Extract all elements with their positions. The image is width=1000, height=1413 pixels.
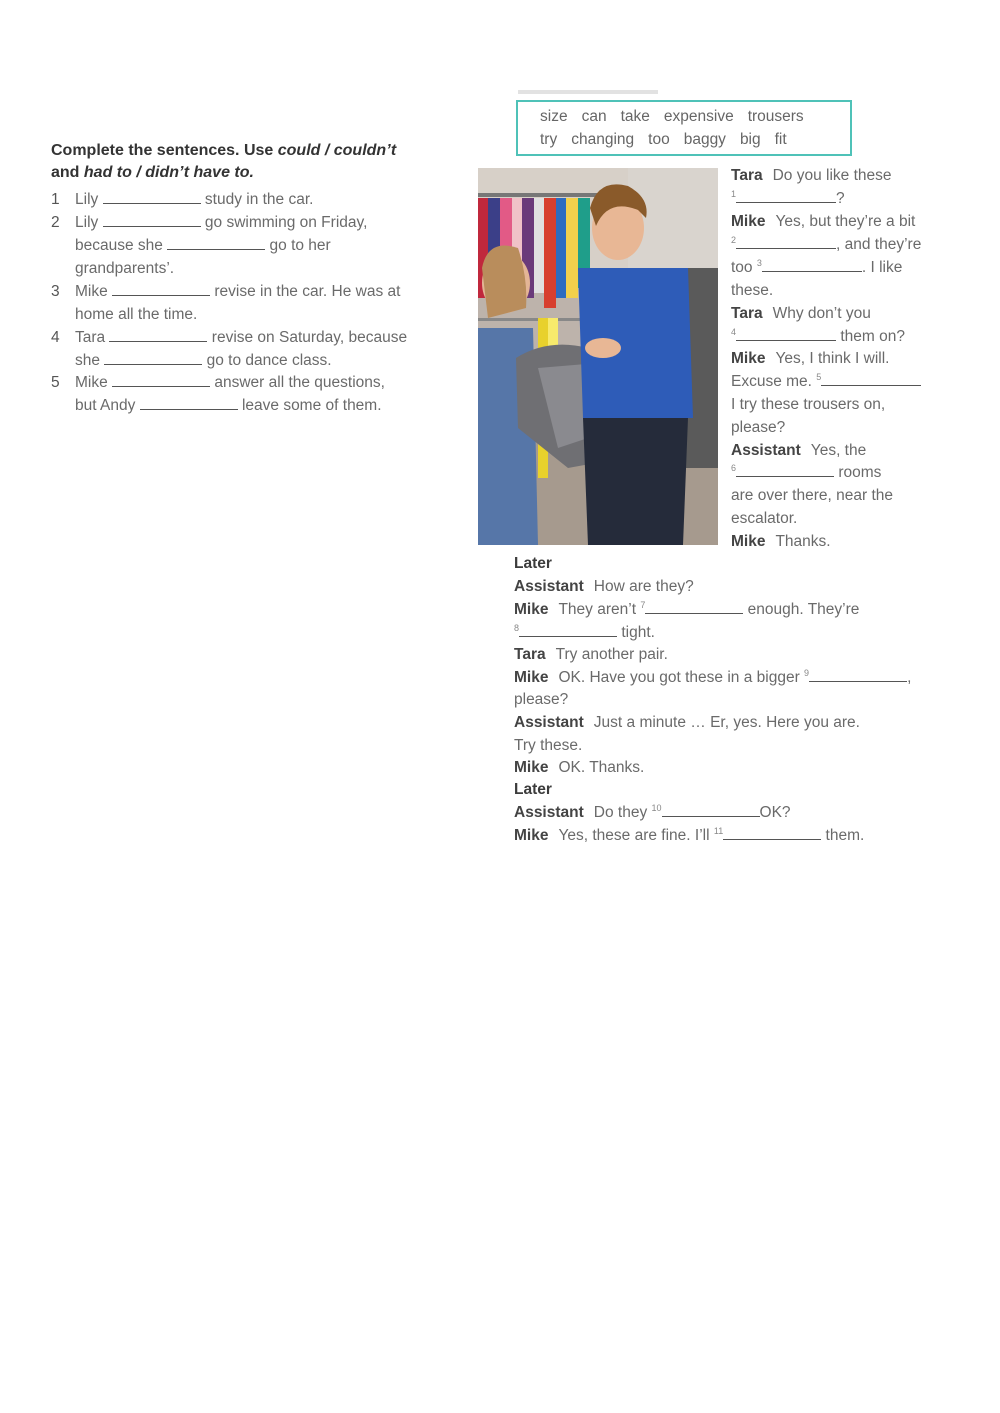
- dialogue-text: Why don’t you: [772, 305, 871, 322]
- dialogue-text: Yes, the: [810, 442, 867, 459]
- dialogue-line-4d: [731, 417, 785, 439]
- item-number: 2: [51, 214, 60, 231]
- speaker-label: Mike: [731, 350, 766, 367]
- dialogue-text: too: [731, 259, 753, 276]
- word-chip: take: [620, 108, 650, 125]
- dialogue-text: Do they: [593, 804, 648, 821]
- answer-blank-5b[interactable]: [140, 395, 238, 410]
- item-number: 1: [51, 191, 60, 208]
- answer-blank-2a[interactable]: [103, 212, 201, 227]
- dialogue-line-5c: [731, 485, 893, 507]
- item-text: revise in the car. He was at: [214, 283, 401, 300]
- dialogue-line-9: [514, 644, 668, 666]
- item-text: answer all the questions,: [214, 374, 385, 391]
- gap-blank-7[interactable]: [645, 599, 743, 614]
- gap-blank-6[interactable]: [736, 462, 834, 477]
- gap-number: 1: [731, 188, 737, 199]
- dialogue-text: They aren’t: [558, 601, 637, 618]
- gap-number: 8: [514, 622, 520, 633]
- dialogue-text: are over there, near the: [731, 487, 893, 504]
- dialogue-text: . I like: [861, 259, 903, 276]
- item-text: revise on Saturday, because: [211, 329, 408, 346]
- gap-blank-3[interactable]: [762, 257, 862, 272]
- exercise-item-2-line2: [75, 235, 331, 257]
- dialogue-line-14: [514, 825, 864, 847]
- item-text: but Andy: [75, 397, 136, 414]
- dialogue-line-8: [514, 599, 859, 621]
- item-text: leave some of them.: [241, 397, 382, 414]
- speaker-label: Tara: [514, 646, 546, 663]
- item-number: 4: [51, 329, 60, 346]
- dialogue-line-2c: [731, 257, 902, 279]
- dialogue-line-10b: [514, 689, 568, 711]
- dialogue-text: enough. They’re: [747, 601, 860, 618]
- dialogue-line-6: [731, 531, 831, 553]
- speaker-label: Mike: [731, 213, 766, 230]
- dialogue-line-11: [514, 712, 860, 734]
- dialogue-text: Try another pair.: [555, 646, 668, 663]
- answer-blank-4a[interactable]: [109, 327, 207, 342]
- speaker-label: Mike: [514, 827, 549, 844]
- item-subject: Mike: [75, 283, 108, 300]
- dialogue-line-4b: [731, 371, 921, 393]
- exercise-item-1: [51, 189, 313, 211]
- gap-blank-9[interactable]: [809, 667, 907, 682]
- shop-photo: [478, 168, 718, 545]
- gap-blank-10[interactable]: [662, 802, 760, 817]
- gap-blank-2[interactable]: [736, 234, 836, 249]
- dialogue-text: these.: [731, 282, 774, 299]
- gap-number: 4: [731, 326, 737, 337]
- answer-blank-3[interactable]: [112, 281, 210, 296]
- item-number: 5: [51, 374, 60, 391]
- dialogue-line-1: [731, 165, 892, 187]
- exercise-item-5-line2: [75, 395, 382, 417]
- dialogue-text: Just a minute … Er, yes. Here you are.: [593, 714, 860, 731]
- dialogue-line-12: [514, 757, 644, 779]
- exercise-item-3: [51, 281, 400, 303]
- gap-number: 11: [713, 825, 724, 836]
- word-chip: size: [540, 108, 568, 125]
- dialogue-line-2d: [731, 280, 773, 302]
- gap-number: 7: [640, 599, 646, 610]
- item-subject: Tara: [75, 329, 106, 346]
- gap-number: 3: [756, 257, 762, 268]
- dialogue-text: Yes, I think I will.: [775, 350, 890, 367]
- dialogue-line-3b: [731, 326, 905, 348]
- word-chip: trousers: [747, 108, 804, 125]
- dialogue-text: tight.: [621, 624, 655, 641]
- item-text: go to dance class.: [206, 352, 332, 369]
- dialogue-line-13: [514, 802, 791, 824]
- dialogue-line-5b: [731, 462, 881, 484]
- gap-number: 10: [651, 802, 662, 813]
- item-text: go swimming on Friday,: [204, 214, 368, 231]
- speaker-label: Assistant: [514, 804, 584, 821]
- dialogue-text: OK?: [759, 804, 791, 821]
- dialogue-text: How are they?: [593, 578, 694, 595]
- word-chip: big: [739, 131, 761, 148]
- dialogue-line-3: [731, 303, 871, 325]
- dialogue-line-5: [731, 440, 866, 462]
- gap-blank-1[interactable]: [736, 188, 836, 203]
- dialogue-text: OK. Have you got these in a bigger: [558, 669, 800, 686]
- exercise-item-2: [51, 212, 367, 234]
- word-box-row-2: [540, 131, 801, 149]
- word-chip: expensive: [663, 108, 734, 125]
- item-text: study in the car.: [204, 191, 314, 208]
- dialogue-line-7: [514, 576, 694, 598]
- dialogue-text: Excuse me.: [731, 373, 812, 390]
- dialogue-text: please?: [731, 419, 786, 436]
- exercise-item-2-line3: [75, 258, 174, 280]
- word-box-row-1: [540, 108, 818, 126]
- gap-number: 2: [731, 234, 737, 245]
- answer-blank-2b[interactable]: [167, 235, 265, 250]
- item-text: home all the time.: [75, 306, 198, 323]
- gap-blank-8[interactable]: [519, 622, 617, 637]
- item-number: 3: [51, 283, 60, 300]
- item-text: because she: [75, 237, 163, 254]
- exercise-item-4-line2: [75, 350, 332, 372]
- answer-blank-5a[interactable]: [112, 372, 210, 387]
- speaker-label: Mike: [731, 533, 766, 550]
- item-subject: Lily: [75, 214, 99, 231]
- answer-blank-4b[interactable]: [104, 350, 202, 365]
- dialogue-line-8b: [514, 622, 655, 644]
- dialogue-text: Yes, but they’re a bit: [775, 213, 916, 230]
- later-heading-1: Later: [514, 555, 552, 572]
- instruction-text: Complete the sentences. Use: [51, 142, 278, 159]
- dialogue-text: Do you like these: [772, 167, 892, 184]
- dialogue-text: Try these.: [514, 737, 583, 754]
- word-chip: try: [540, 131, 558, 148]
- dialogue-text: ,: [907, 669, 912, 686]
- gap-blank-4[interactable]: [736, 326, 836, 341]
- dialogue-line-4c: [731, 394, 885, 416]
- dialogue-text: , and they’re: [836, 236, 922, 253]
- item-subject: Mike: [75, 374, 108, 391]
- dialogue-text: I try these trousers on,: [731, 396, 886, 413]
- dialogue-text: them on?: [840, 328, 905, 345]
- word-chip: baggy: [683, 131, 726, 148]
- dialogue-line-2: [731, 211, 915, 233]
- exercise-item-5: [51, 372, 385, 394]
- speaker-label: Tara: [731, 167, 763, 184]
- word-chip: fit: [774, 131, 787, 148]
- speaker-label: Assistant: [731, 442, 801, 459]
- item-text: go to her: [269, 237, 331, 254]
- later-heading-2: Later: [514, 781, 552, 798]
- exercise-item-3-line2: [75, 304, 197, 326]
- exercise-item-4: [51, 327, 407, 349]
- dialogue-text: please?: [514, 691, 569, 708]
- dialogue-line-5d: [731, 508, 797, 530]
- dialogue-line-4: [731, 348, 889, 370]
- exercise-instructions: [51, 140, 451, 184]
- speaker-label: Assistant: [514, 578, 584, 595]
- dialogue-line-2b: [731, 234, 921, 256]
- gap-blank-5[interactable]: [821, 371, 921, 386]
- dialogue-text: ?: [836, 190, 845, 207]
- gap-blank-11[interactable]: [723, 825, 821, 840]
- speaker-label: Mike: [514, 601, 549, 618]
- speaker-label: Mike: [514, 669, 549, 686]
- dialogue-text: them.: [825, 827, 865, 844]
- speaker-label: Mike: [514, 759, 549, 776]
- dialogue-line-10: [514, 667, 911, 689]
- dialogue-text: Yes, these are fine. I’ll: [558, 827, 710, 844]
- item-text: she: [75, 352, 100, 369]
- word-box: [516, 100, 852, 156]
- gap-number: 5: [816, 371, 822, 382]
- dialogue-text: OK. Thanks.: [558, 759, 645, 776]
- gap-number: 6: [731, 462, 737, 473]
- item-text: grandparents’.: [75, 260, 175, 277]
- dialogue-text: rooms: [838, 464, 882, 481]
- item-subject: Lily: [75, 191, 99, 208]
- dialogue-text: Thanks.: [775, 533, 831, 550]
- instruction-text: and: [51, 164, 84, 181]
- word-chip: can: [581, 108, 607, 125]
- word-chip: changing: [571, 131, 635, 148]
- word-chip: too: [648, 131, 670, 148]
- dialogue-line-1b: [731, 188, 845, 210]
- speaker-label: Tara: [731, 305, 763, 322]
- dialogue-text: escalator.: [731, 510, 798, 527]
- instruction-modal-pair-2: had to / didn’t have to.: [83, 164, 254, 181]
- dialogue-line-11b: [514, 735, 582, 757]
- instruction-modal-pair-1: could / couldn’t: [277, 142, 397, 159]
- answer-blank-1[interactable]: [103, 189, 201, 204]
- cropped-heading-fragment: [518, 90, 658, 94]
- gap-number: 9: [804, 667, 810, 678]
- speaker-label: Assistant: [514, 714, 584, 731]
